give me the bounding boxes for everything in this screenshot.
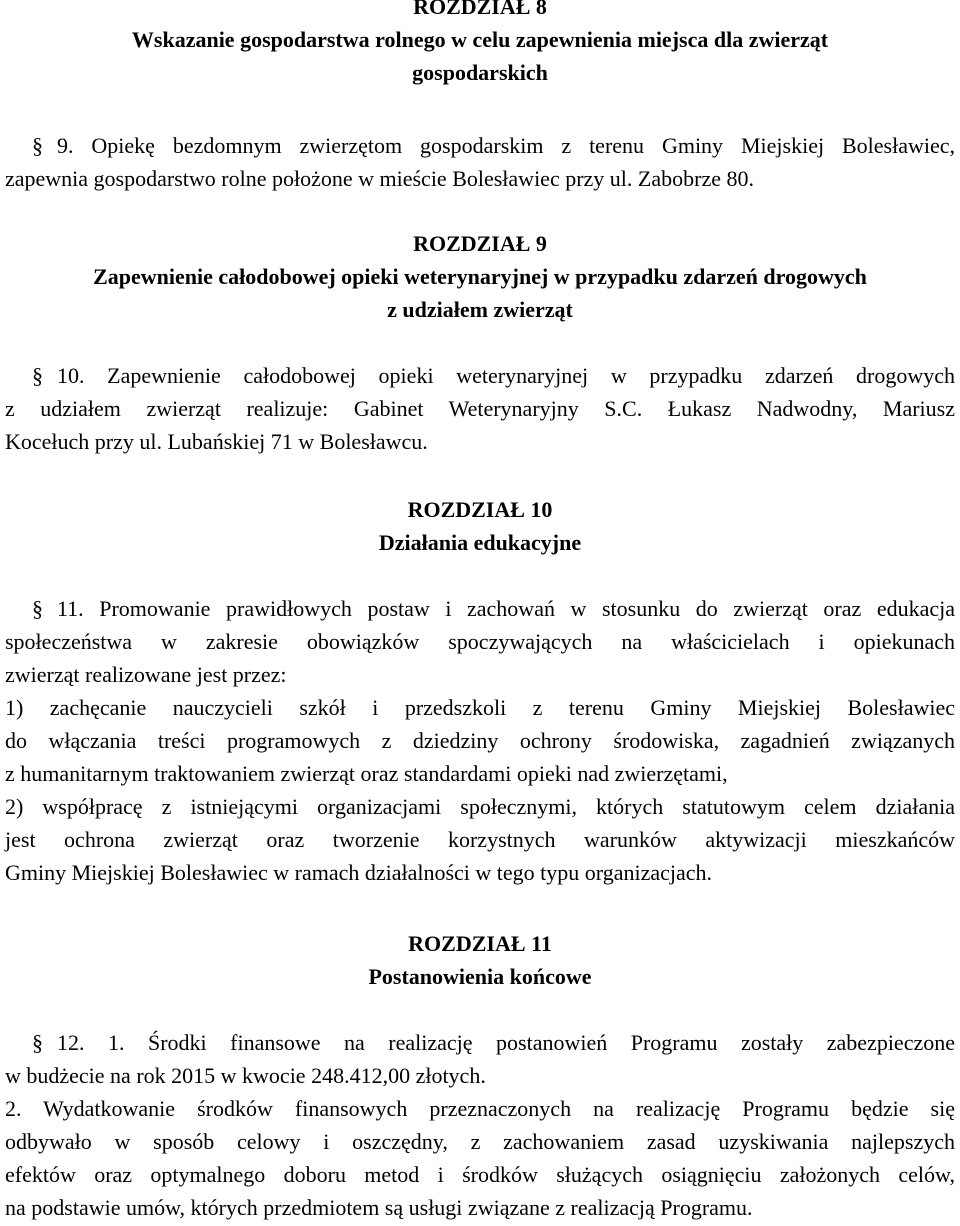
chapter-subtitle-line: gospodarskich: [412, 60, 548, 85]
chapter-title: ROZDZIAŁ 10: [407, 497, 553, 522]
chapter-title: ROZDZIAŁ 11: [408, 931, 552, 956]
section-symbol: §: [32, 363, 43, 388]
paragraph-line: § 10. Zapewnienie całodobowej opieki weterynaryjnej w przypadku zdarzeń drogowych: [32, 363, 955, 388]
list-item-line: do włączania treści programowych z dziedziny ochrony środowiska, zagadnień związanych: [5, 728, 955, 753]
section-symbol: §: [32, 133, 43, 158]
chapter-title: ROZDZIAŁ 8: [413, 0, 547, 19]
chapter-title: ROZDZIAŁ 9: [413, 231, 547, 256]
chapter-subtitle-line: Działania edukacyjne: [378, 530, 582, 555]
chapter-subtitle-line: Wskazanie gospodarstwa rolnego w celu zapewnienia miejsca dla zwierząt: [131, 27, 829, 52]
paragraph-line: § 11. Promowanie prawidłowych postaw i zachowań w stosunku do zwierząt oraz edukacja: [32, 596, 955, 621]
list-item-line: Gminy Miejskiej Bolesławiec w ramach działalności w tego typu organizacjach.: [5, 860, 713, 885]
paragraph-12: [5, 1026, 955, 1224]
paragraph-9: [5, 129, 955, 195]
section-symbol: §: [32, 1030, 43, 1055]
chapter-subtitle-line: z udziałem zwierząt: [387, 297, 573, 322]
list-item-line: 1) zachęcanie nauczycieli szkół i przedszkoli z terenu Gminy Miejskiej Bolesławiec: [5, 695, 955, 720]
chapter-11-heading: [0, 927, 960, 993]
paragraph-11: [5, 592, 955, 889]
paragraph-line: zwierząt realizowane jest przez:: [5, 662, 287, 687]
chapter-8-heading: [0, 0, 960, 89]
paragraph-line: zapewnia gospodarstwo rolne położone w mieście Bolesławiec przy ul. Zabobrze 80.: [5, 166, 754, 191]
paragraph-line: § 9. Opiekę bezdomnym zwierzętom gospodarskim z terenu Gminy Miejskiej Bolesławiec,: [32, 133, 955, 158]
paragraph-line: na podstawie umów, których przedmiotem są usługi związane z realizacją Programu.: [5, 1195, 753, 1220]
chapter-subtitle-line: Zapewnienie całodobowej opieki weterynaryjnej w przypadku zdarzeń drogowych: [93, 264, 867, 289]
chapter-subtitle-line: Postanowienia końcowe: [368, 964, 592, 989]
chapter-9-heading: [0, 227, 960, 326]
section-symbol: §: [32, 596, 43, 621]
list-item-line: jest ochrona zwierząt oraz tworzenie korzystnych warunków aktywizacji mieszkańców: [5, 827, 955, 852]
paragraph-line: Kocełuch przy ul. Lubańskiej 71 w Bolesławcu.: [5, 429, 428, 454]
list-item-line: z humanitarnym traktowaniem zwierząt oraz standardami opieki nad zwierzętami,: [5, 761, 728, 786]
paragraph-line: efektów oraz optymalnego doboru metod i środków służących osiągnięciu założonych celów,: [5, 1162, 955, 1187]
paragraph-10: [5, 359, 955, 458]
paragraph-line: w budżecie na rok 2015 w kwocie 248.412,00 złotych.: [5, 1063, 486, 1088]
list-item-line: 2) współpracę z istniejącymi organizacjami społecznymi, których statutowym celem działania: [5, 794, 955, 819]
paragraph-line: § 12. 1. Środki finansowe na realizację postanowień Programu zostały zabezpieczone: [32, 1030, 955, 1055]
paragraph-line: z udziałem zwierząt realizuje: Gabinet Weterynaryjny S.C. Łukasz Nadwodny, Mariusz: [5, 396, 955, 421]
paragraph-line: społeczeństwa w zakresie obowiązków spoczywających na właścicielach i opiekunach: [5, 629, 955, 654]
paragraph-line: odbywało w sposób celowy i oszczędny, z zachowaniem zasad uzyskiwania najlepszych: [5, 1129, 955, 1154]
chapter-10-heading: [0, 493, 960, 559]
paragraph-line: 2. Wydatkowanie środków finansowych przeznaczonych na realizację Programu będzie się: [5, 1096, 955, 1121]
